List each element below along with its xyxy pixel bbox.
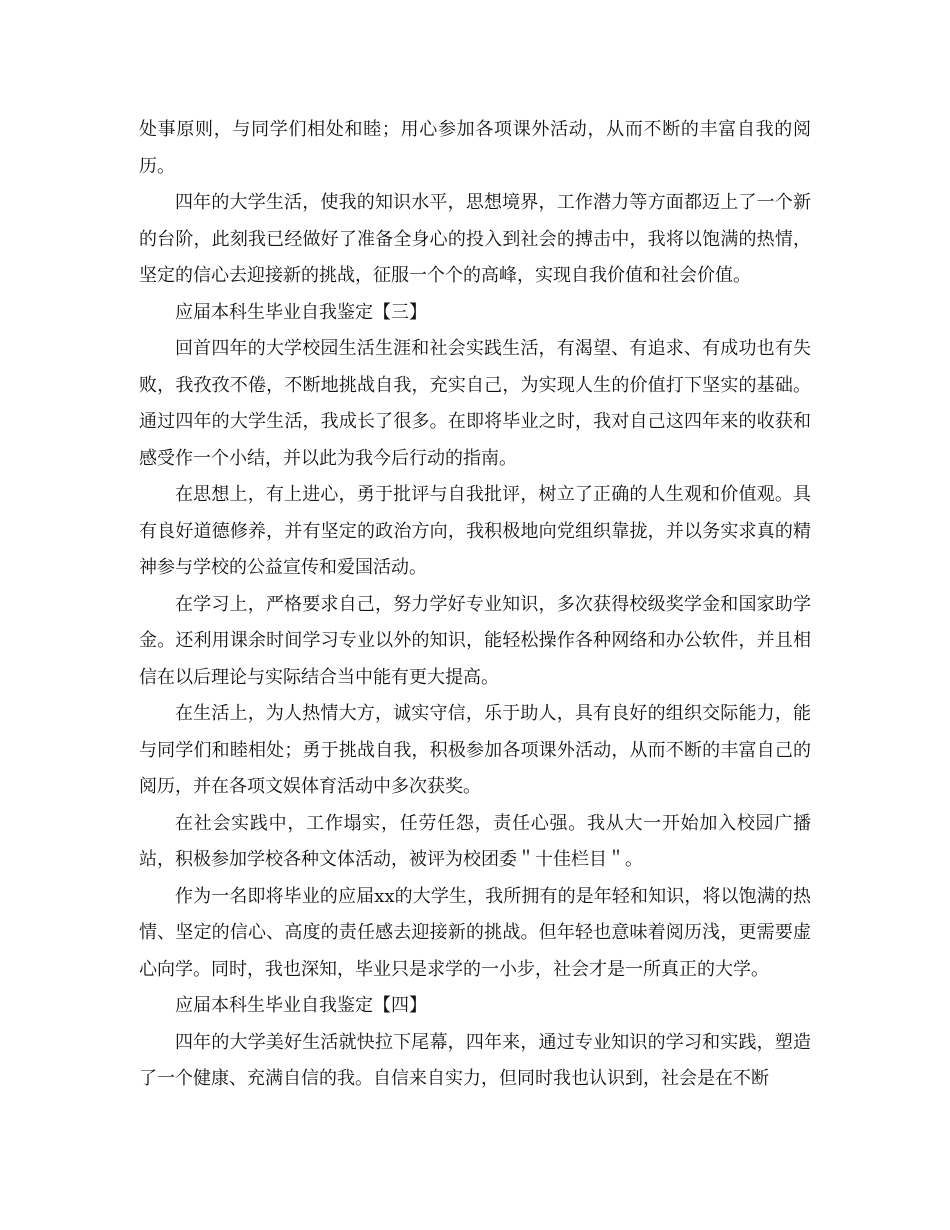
paragraph: 在思想上，有上进心，勇于批评与自我批评，树立了正确的人生观和价值观。具有良好道德修养，并有坚定的政治方向，我积极地向党组织靠拢，并以务实求真的精神参与学校的公益宣传和爱国活动。 — [139, 484, 811, 578]
document-body — [139, 112, 811, 1098]
section-heading: 应届本科生毕业自我鉴定【四】 — [175, 995, 427, 1016]
paragraph: 四年的大学美好生活就快拉下尾幕，四年来，通过专业知识的学习和实践，塑造了一个健康、充满自信的我。自信来自实力，但同时我也认识到，社会是在不断 — [139, 1031, 811, 1089]
paragraph: 在学习上，严格要求自己，努力学好专业知识，多次获得校级奖学金和国家助学金。还利用课余时间学习专业以外的知识，能轻松操作各种网络和办公软件，并且相信在以后理论与实际结合当中能有更大提高。 — [139, 593, 811, 688]
section-heading: 应届本科生毕业自我鉴定【三】 — [175, 301, 427, 323]
paragraph: 作为一名即将毕业的应届xx的大学生，我所拥有的是年轻和知识，将以饱满的热情、坚定的信心、高度的责任感去迎接新的挑战。但年轻也意味着阅历浅，更需要虚心向学。同时，我也深知，毕业只是求学的一小步，社会才是一所真正的大学。 — [139, 885, 811, 980]
paragraph: 在生活上，为人热情大方，诚实守信，乐于助人，具有良好的组织交际能力，能与同学们和睦相处；勇于挑战自我，积极参加各项课外活动，从而不断的丰富自己的阅历，并在各项文娱体育活动中多次获奖。 — [139, 703, 811, 797]
paragraph: 在社会实践中，工作塌实，任劳任怨，责任心强。我从大一开始加入校园广播站，积极参加学校各种文体活动，被评为校团委＂十佳栏目＂。 — [139, 812, 811, 870]
paragraph: 四年的大学生活，使我的知识水平，思想境界，工作潜力等方面都迈上了一个新的台阶，此刻我已经做好了准备全身心的投入到社会的搏击中，我将以饱满的热情，坚定的信心去迎接新的挑战，征服一个个的高峰，实现自我价值和社会价值。 — [139, 192, 811, 286]
paragraph-continuation: 处事原则，与同学们相处和睦；用心参加各项课外活动，从而不断的丰富自我的阅历。 — [139, 119, 811, 177]
paragraph: 回首四年的大学校园生活生涯和社会实践生活，有渴望、有追求、有成功也有失败，我孜孜不倦，不断地挑战自我，充实自己，为实现人生的价值打下坚实的基础。通过四年的大学生活，我成长了很多。在即将毕业之时，我对自己这四年来的收获和感受作一个小结，并以此为我今后行动的指南。 — [139, 338, 811, 469]
